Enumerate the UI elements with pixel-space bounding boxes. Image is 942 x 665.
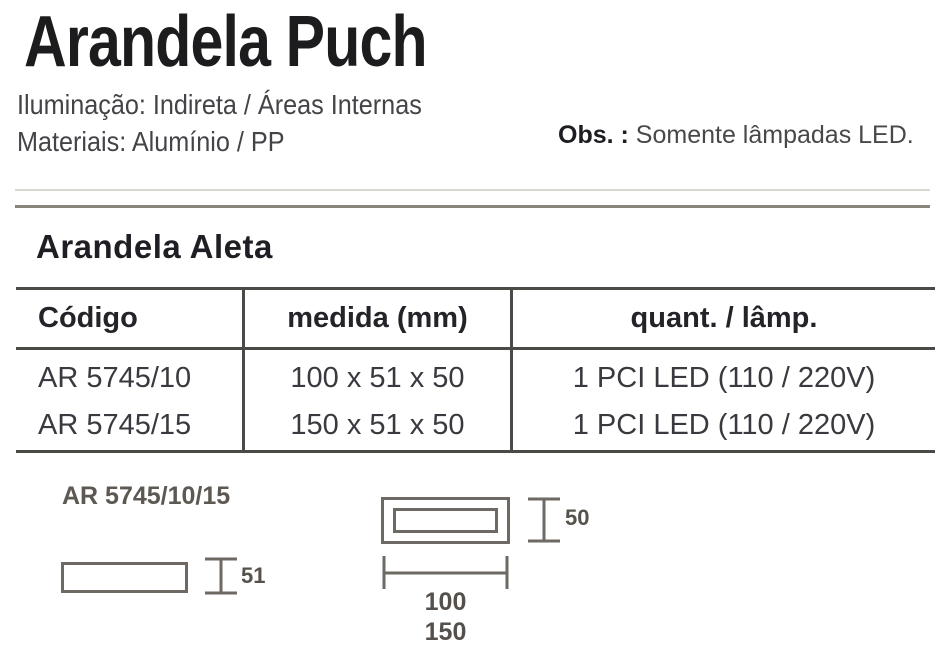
table-row [16, 400, 935, 450]
cell-quant-lamp: 1 PCI LED (110 / 220V) [510, 400, 935, 450]
observation-note [558, 121, 914, 150]
cell-codigo: AR 5745/10 [38, 361, 192, 394]
diagram-code-label: AR 5745/10/15 [62, 482, 231, 510]
col-header-quant-lamp: quant. / lâmp. [510, 290, 935, 347]
table-header-row [16, 290, 935, 350]
cell-codigo: AR 5745/15 [38, 408, 192, 441]
top-view-inner-rect [393, 508, 498, 533]
top-view-drawing [381, 497, 510, 544]
illumination-line: Iluminação: Indireta / Áreas Internas [17, 89, 422, 120]
observation-label: Obs. : [558, 121, 629, 149]
col-header-codigo: Código [38, 302, 138, 334]
width-label-100: 100 [424, 588, 467, 616]
materials-line: Materiais: Alumínio / PP [17, 126, 285, 157]
table-body [16, 350, 935, 450]
height-dimension-marker-icon [203, 556, 239, 596]
page-title: Arandela Puch [24, 2, 427, 82]
divider-thin [15, 189, 930, 191]
cell-medida: 100 x 51 x 50 [242, 350, 510, 400]
depth-dimension-marker-icon [526, 496, 562, 544]
observation-text: Somente lâmpadas LED. [635, 121, 914, 149]
width-dimension-marker-icon [381, 554, 510, 591]
width-label-150: 150 [424, 618, 467, 646]
front-view-drawing [61, 562, 188, 593]
top-view-depth-label: 50 [565, 505, 590, 530]
spec-table [16, 287, 935, 453]
front-view-height-label: 51 [241, 563, 266, 588]
product-subtitles [17, 86, 467, 160]
table-row [16, 350, 935, 400]
divider-main [15, 205, 930, 208]
section-title: Arandela Aleta [36, 228, 273, 265]
col-header-medida: medida (mm) [242, 290, 510, 347]
cell-medida: 150 x 51 x 50 [242, 400, 510, 450]
cell-quant-lamp: 1 PCI LED (110 / 220V) [510, 350, 935, 400]
